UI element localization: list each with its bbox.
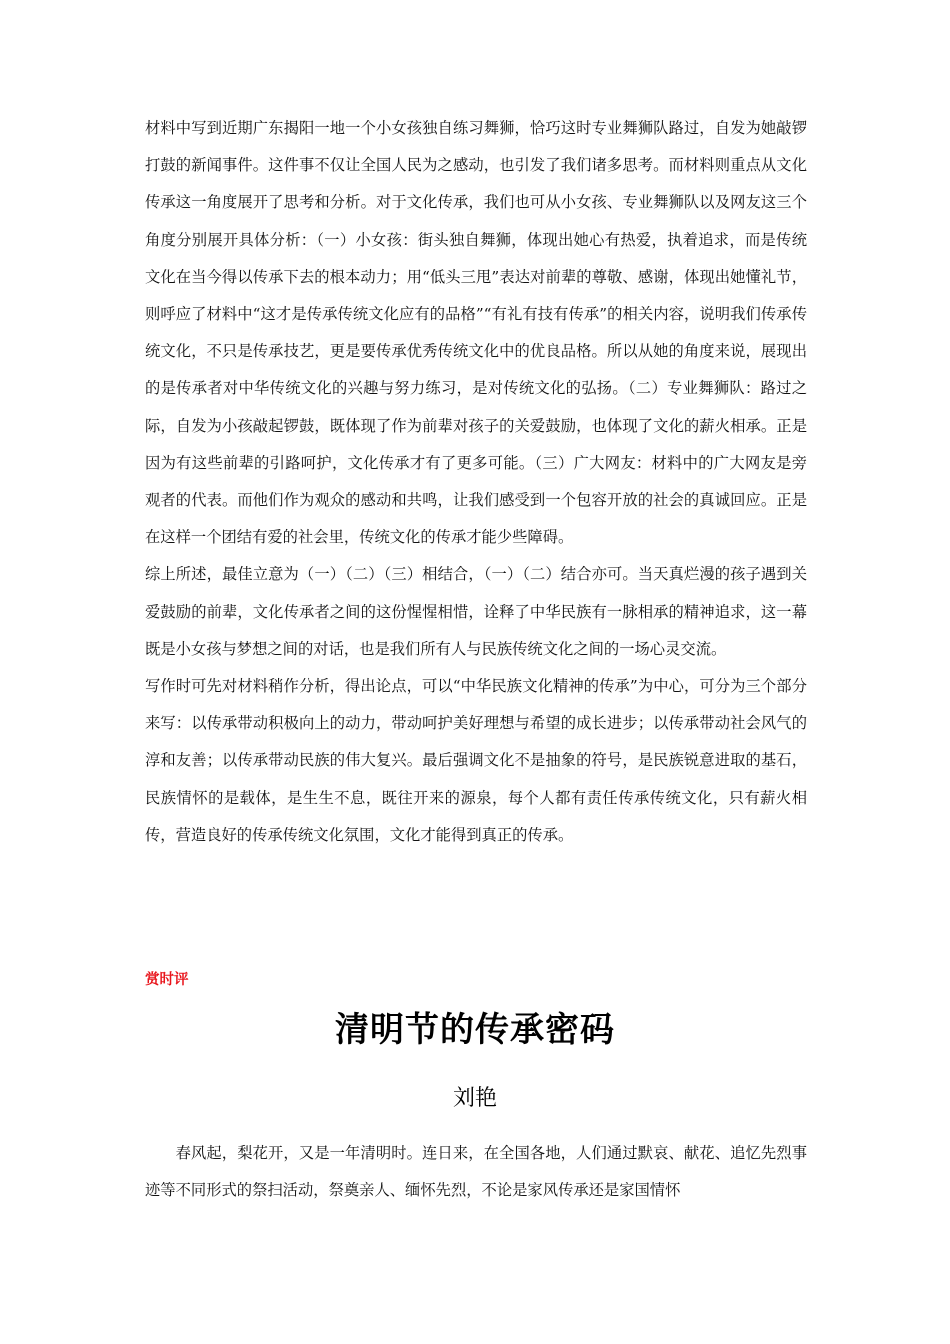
analysis-paragraph-1: 材料中写到近期广东揭阳一地一个小女孩独自练习舞狮，恰巧这时专业舞狮队路过，自发为她敲锣打鼓的新闻事件。这件事不仅让全国人民为之感动，也引发了我们诸多思考。而材料则重点从文化传承这一角度展开了思考和分析。对于文化传承，我们也可从小女孩、专业舞狮队以及网友这三个角度分别展开具体分析：（一）小女孩：街头独自舞狮，体现出她心有热爱，执着追求，而是传统文化在当今得以传承下去的根本动力；用“低头三甩”表达对前辈的尊敬、感谢，体现出她懂礼节，则呼应了材料中“这才是传承传统文化应有的品格”“有礼有技有传承”的相关内容，说明我们传承传统文化，不只是传承技艺，更是要传承优秀传统文化中的优良品格。所以从她的角度来说，展现出的是传承者对中华传统文化的兴趣与努力练习，是对传统文化的弘扬。（二）专业舞狮队：路过之际，自发为小孩敲起锣鼓，既体现了作为前辈对孩子的关爱鼓励，也体现了文化的薪火相承。正是因为有这些前辈的引路呵护，文化传承才有了更多可能。（三）广大网友：材料中的广大网友是旁观者的代表。而他们作为观众的感动和共鸣，让我们感受到一个包容开放的社会的真诚回应。正是在这样一个团结有爱的社会里，传统文化的传承才能少些障碍。 <box>145 119 807 547</box>
article-first-paragraph: 春风起，梨花开，又是一年清明时。连日来，在全国各地，人们通过默哀、献花、追忆先烈事迹等不同形式的祭扫活动，祭奠亲人、缅怀先烈，不论是家风传承还是家国情怀 <box>145 1144 807 1200</box>
section-tag: 赏时评 <box>145 972 189 988</box>
article-author: 刘艳 <box>452 1086 497 1111</box>
analysis-paragraph-2: 综上所述，最佳立意为（一）（二）（三）相结合，（一）（二）结合亦可。当天真烂漫的孩子遇到关爱鼓励的前辈，文化传承者之间的这份惺惺相惜，诠释了中华民族有一脉相承的精神追求，这一幕既是小女孩与梦想之间的对话，也是我们所有人与民族传统文化之间的一场心灵交流。 <box>145 565 807 658</box>
analysis-paragraph-3: 写作时可先对材料稍作分析，得出论点，可以“中华民族文化精神的传承”为中心，可分为三个部分来写：以传承带动积极向上的动力，带动呵护美好理想与希望的成长进步；以传承带动社会风气的淳和友善；以传承带动民族的伟大复兴。最后强调文化不是抽象的符号，是民族锐意进取的基石，民族情怀的是载体，是生生不息，既往开来的源泉，每个人都有责任传承传统文化，只有薪火相传，营造良好的传承传统文化氛围，文化才能得到真正的传承。 <box>145 677 807 844</box>
analysis-section <box>145 110 807 854</box>
article-title: 清明节的传承密码 <box>335 1010 615 1050</box>
